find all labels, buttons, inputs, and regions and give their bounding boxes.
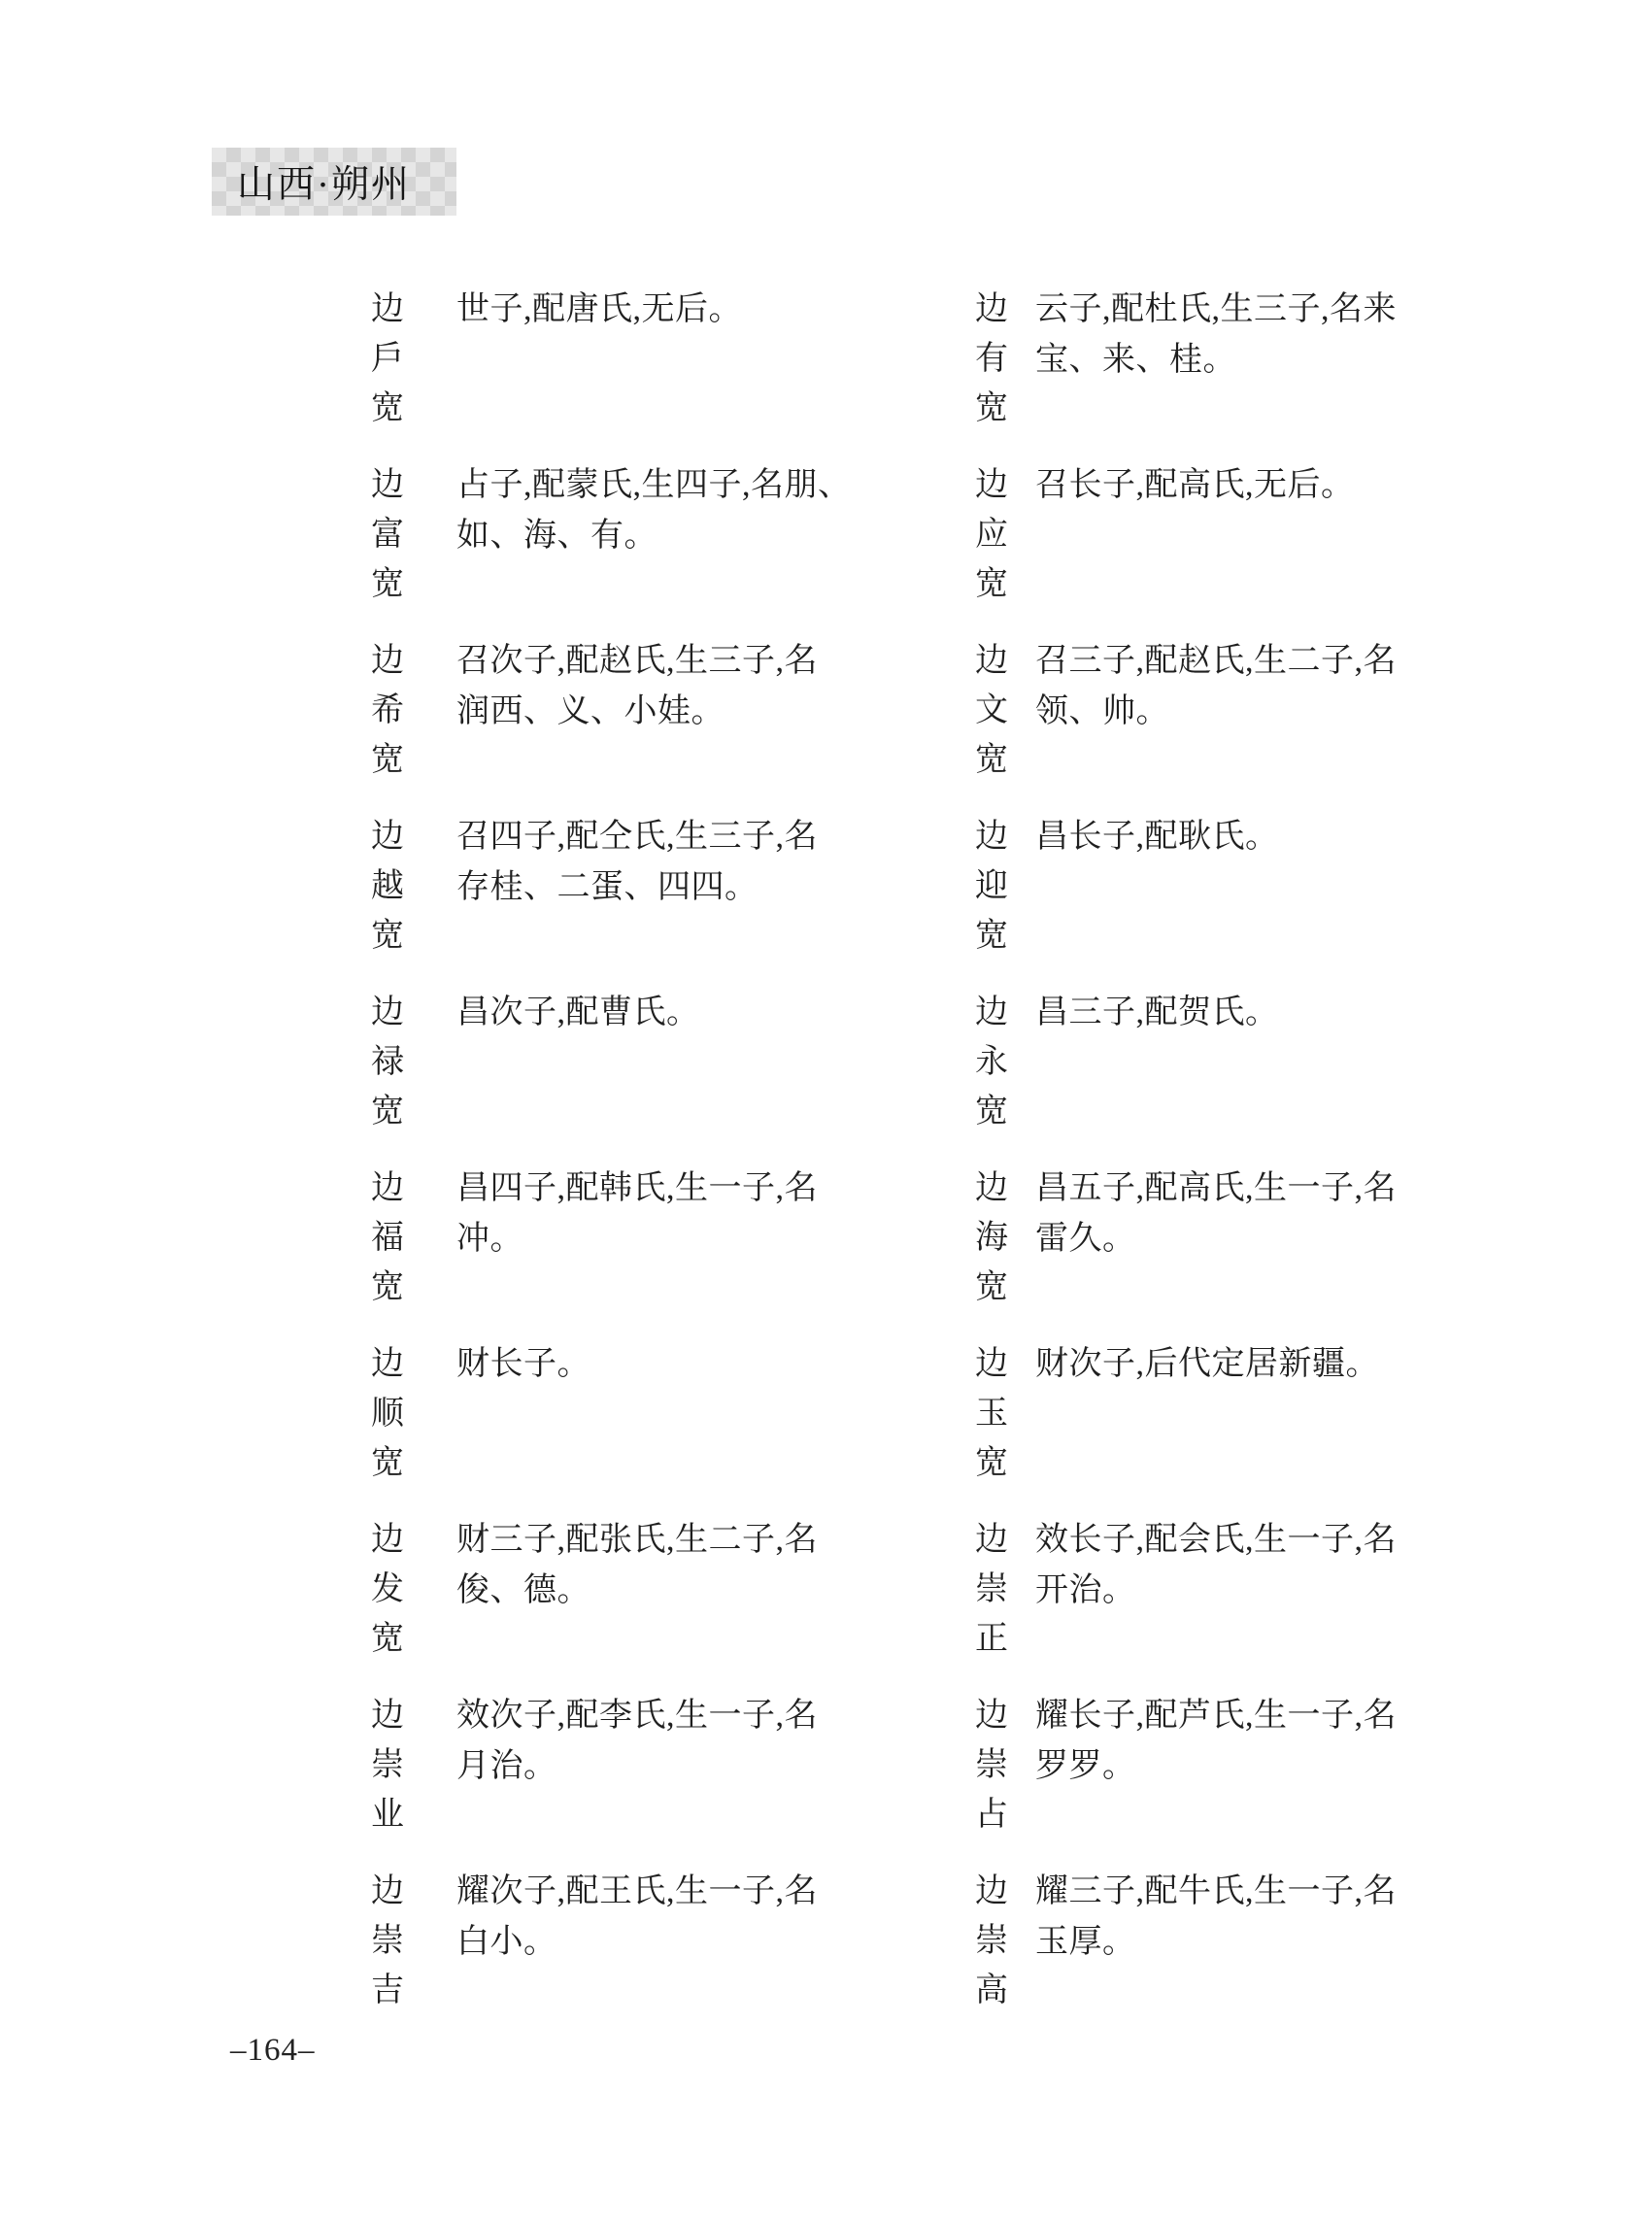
entry-text-line: 占子,配蒙氏,生四子,名朋、 [456,467,852,503]
entry-text [456,988,889,1038]
entry-text-line: 开治。 [1035,1572,1136,1608]
entry-name: 边崇高 [975,1873,1008,2008]
entry-text [1035,1164,1467,1265]
entry-text [1035,1867,1467,1968]
entry-text-line: 财长子。 [456,1346,590,1382]
entry-text [456,636,889,737]
entry-text-line: 月治。 [456,1748,557,1784]
entry-text [456,1164,889,1265]
entry-text [1035,1515,1467,1616]
entry-text-line: 昌四子,配韩氏,生一子,名 [456,1170,818,1206]
entry-text [1035,285,1467,386]
entry-name: 边顺宽 [371,1346,404,1481]
entry-name: 边文宽 [975,643,1008,778]
entry-text-line: 昌长子,配耿氏。 [1035,819,1279,855]
entry-text-line: 雷久。 [1035,1221,1136,1257]
entry-text-line: 召次子,配赵氏,生三子,名 [456,643,818,679]
entry-name: 边崇占 [975,1698,1008,1833]
region-header-highlight [212,148,456,216]
entry-text-line: 俊、德。 [456,1572,590,1608]
entry-name: 边崇吉 [371,1873,404,2008]
entry-name: 边福宽 [371,1170,404,1305]
entry-text [456,812,889,913]
entry-text-line: 玉厚。 [1035,1924,1136,1960]
entry-text-line: 财三子,配张氏,生二子,名 [456,1522,818,1558]
genealogy-row [0,812,1652,988]
entry-name: 边海宽 [975,1170,1008,1305]
genealogy-row [0,1164,1652,1339]
entry-text-line: 白小。 [456,1924,557,1960]
genealogy-row [0,1515,1652,1691]
entry-text-line: 云子,配杜氏,生三子,名来 [1035,291,1397,327]
genealogy-row [0,1691,1652,1867]
entry-text-line: 宝、来、桂。 [1035,342,1236,378]
entry-text-line: 世子,配唐氏,无后。 [456,291,742,327]
genealogy-row [0,1339,1652,1515]
genealogy-row [0,460,1652,636]
entry-text-line: 召四子,配仝氏,生三子,名 [456,819,818,855]
entry-text [456,1867,889,1968]
entry-text-line: 昌三子,配贺氏。 [1035,995,1279,1030]
region-header-label: 山西·朔州 [237,164,411,206]
page-number: –164– [230,2033,316,2068]
entry-text-line: 润西、义、小娃。 [456,693,725,729]
entry-name: 边希宽 [371,643,404,778]
entry-text-line: 昌次子,配曹氏。 [456,995,700,1030]
entry-text-line: 召三子,配赵氏,生二子,名 [1035,643,1397,679]
entry-text-line: 效长子,配会氏,生一子,名 [1035,1522,1397,1558]
entry-text [1035,1339,1467,1390]
entry-name: 边玉宽 [975,1346,1008,1481]
entry-name: 边富宽 [371,467,404,602]
entry-text-line: 耀长子,配芦氏,生一子,名 [1035,1698,1397,1734]
entry-name: 边崇业 [371,1698,404,1833]
genealogy-entries [0,285,1652,2042]
entry-name: 边迎宽 [975,819,1008,954]
entry-text [1035,812,1467,862]
entry-text-line: 耀三子,配牛氏,生一子,名 [1035,1873,1397,1909]
genealogy-row [0,1867,1652,2042]
entry-text [1035,988,1467,1038]
entry-text [456,1515,889,1616]
genealogy-row [0,285,1652,460]
entry-name: 边戶宽 [371,291,404,426]
entry-text [456,460,889,561]
entry-text-line: 耀次子,配王氏,生一子,名 [456,1873,818,1909]
entry-text [456,1691,889,1792]
genealogy-row [0,636,1652,812]
entry-text [456,285,889,335]
entry-text-line: 如、海、有。 [456,518,657,554]
entry-text-line: 昌五子,配高氏,生一子,名 [1035,1170,1397,1206]
entry-text-line: 罗罗。 [1035,1748,1136,1784]
entry-name: 边越宽 [371,819,404,954]
entry-name: 边禄宽 [371,995,404,1130]
entry-text [456,1339,889,1390]
entry-text-line: 冲。 [456,1221,523,1257]
entry-name: 边应宽 [975,467,1008,602]
entry-text-line: 领、帅。 [1035,693,1169,729]
entry-name: 边崇正 [975,1522,1008,1657]
entry-text-line: 存桂、二蛋、四四。 [456,869,759,905]
entry-text [1035,1691,1467,1792]
entry-text [1035,460,1467,511]
entry-name: 边永宽 [975,995,1008,1130]
entry-text-line: 召长子,配高氏,无后。 [1035,467,1355,503]
entry-text-line: 效次子,配李氏,生一子,名 [456,1698,818,1734]
entry-text [1035,636,1467,737]
entry-text-line: 财次子,后代定居新疆。 [1035,1346,1379,1382]
entry-name: 边发宽 [371,1522,404,1657]
genealogy-row [0,988,1652,1164]
entry-name: 边有宽 [975,291,1008,426]
